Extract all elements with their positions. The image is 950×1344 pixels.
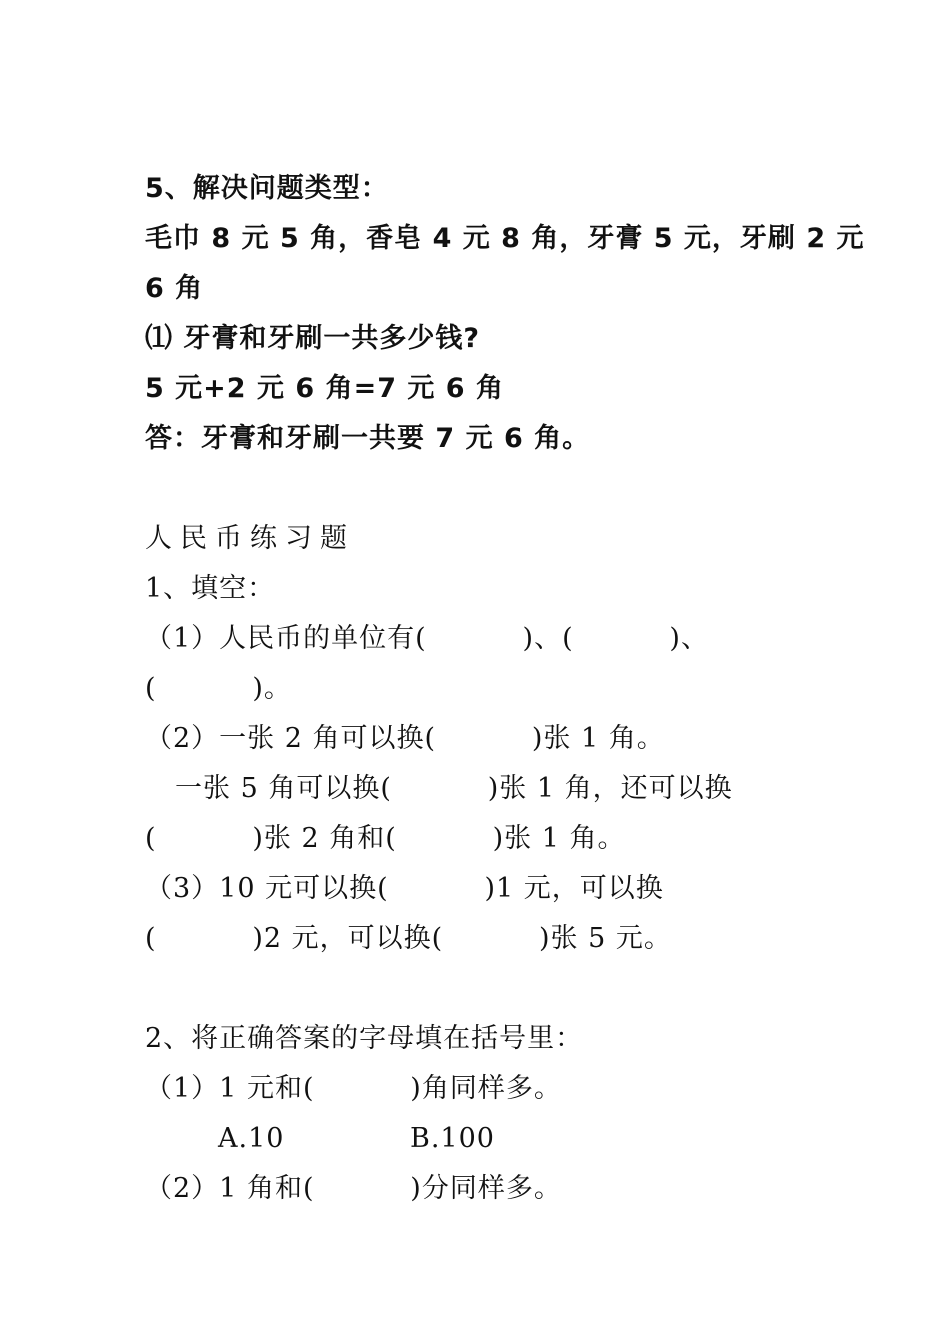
section5-heading: 5、解决问题类型： <box>145 173 389 204</box>
question1-3-line2: ( )2 元，可以换( )张 5 元。 <box>145 923 672 954</box>
question2-1-option-a: A.10 <box>218 1123 285 1154</box>
section5-answer: 答：牙膏和牙刷一共要 7 元 6 角。 <box>145 423 591 454</box>
question1-2-line1: （2）一张 2 角可以换( )张 1 角。 <box>145 723 665 754</box>
question1-1-line1: （1）人民币的单位有( )、( )、 <box>145 623 709 654</box>
question2-1-option-b: B.100 <box>410 1123 495 1154</box>
question1-1-line2: ( )。 <box>145 673 292 704</box>
question1-2-line2: 一张 5 角可以换( )张 1 角，还可以换 <box>175 773 733 804</box>
question2-2: （2）1 角和( )分同样多。 <box>145 1173 562 1204</box>
exercise-title: 人民币练习题 <box>145 523 355 554</box>
question2-1: （1）1 元和( )角同样多。 <box>145 1073 562 1104</box>
section5-question: ⑴ 牙膏和牙刷一共多少钱? <box>145 323 481 354</box>
question1-2-line3: ( )张 2 角和( )张 1 角。 <box>145 823 626 854</box>
question2-heading: 2、将正确答案的字母填在括号里： <box>145 1023 584 1054</box>
section5-prices-line1: 毛巾 8 元 5 角，香皂 4 元 8 角，牙膏 5 元，牙刷 2 元 <box>145 223 865 254</box>
section5-prices-line2: 6 角 <box>145 273 204 304</box>
question1-heading: 1、填空： <box>145 573 276 604</box>
question1-3-line1: （3）10 元可以换( )1 元，可以换 <box>145 873 664 904</box>
section5-calculation: 5 元+2 元 6 角=7 元 6 角 <box>145 373 504 404</box>
